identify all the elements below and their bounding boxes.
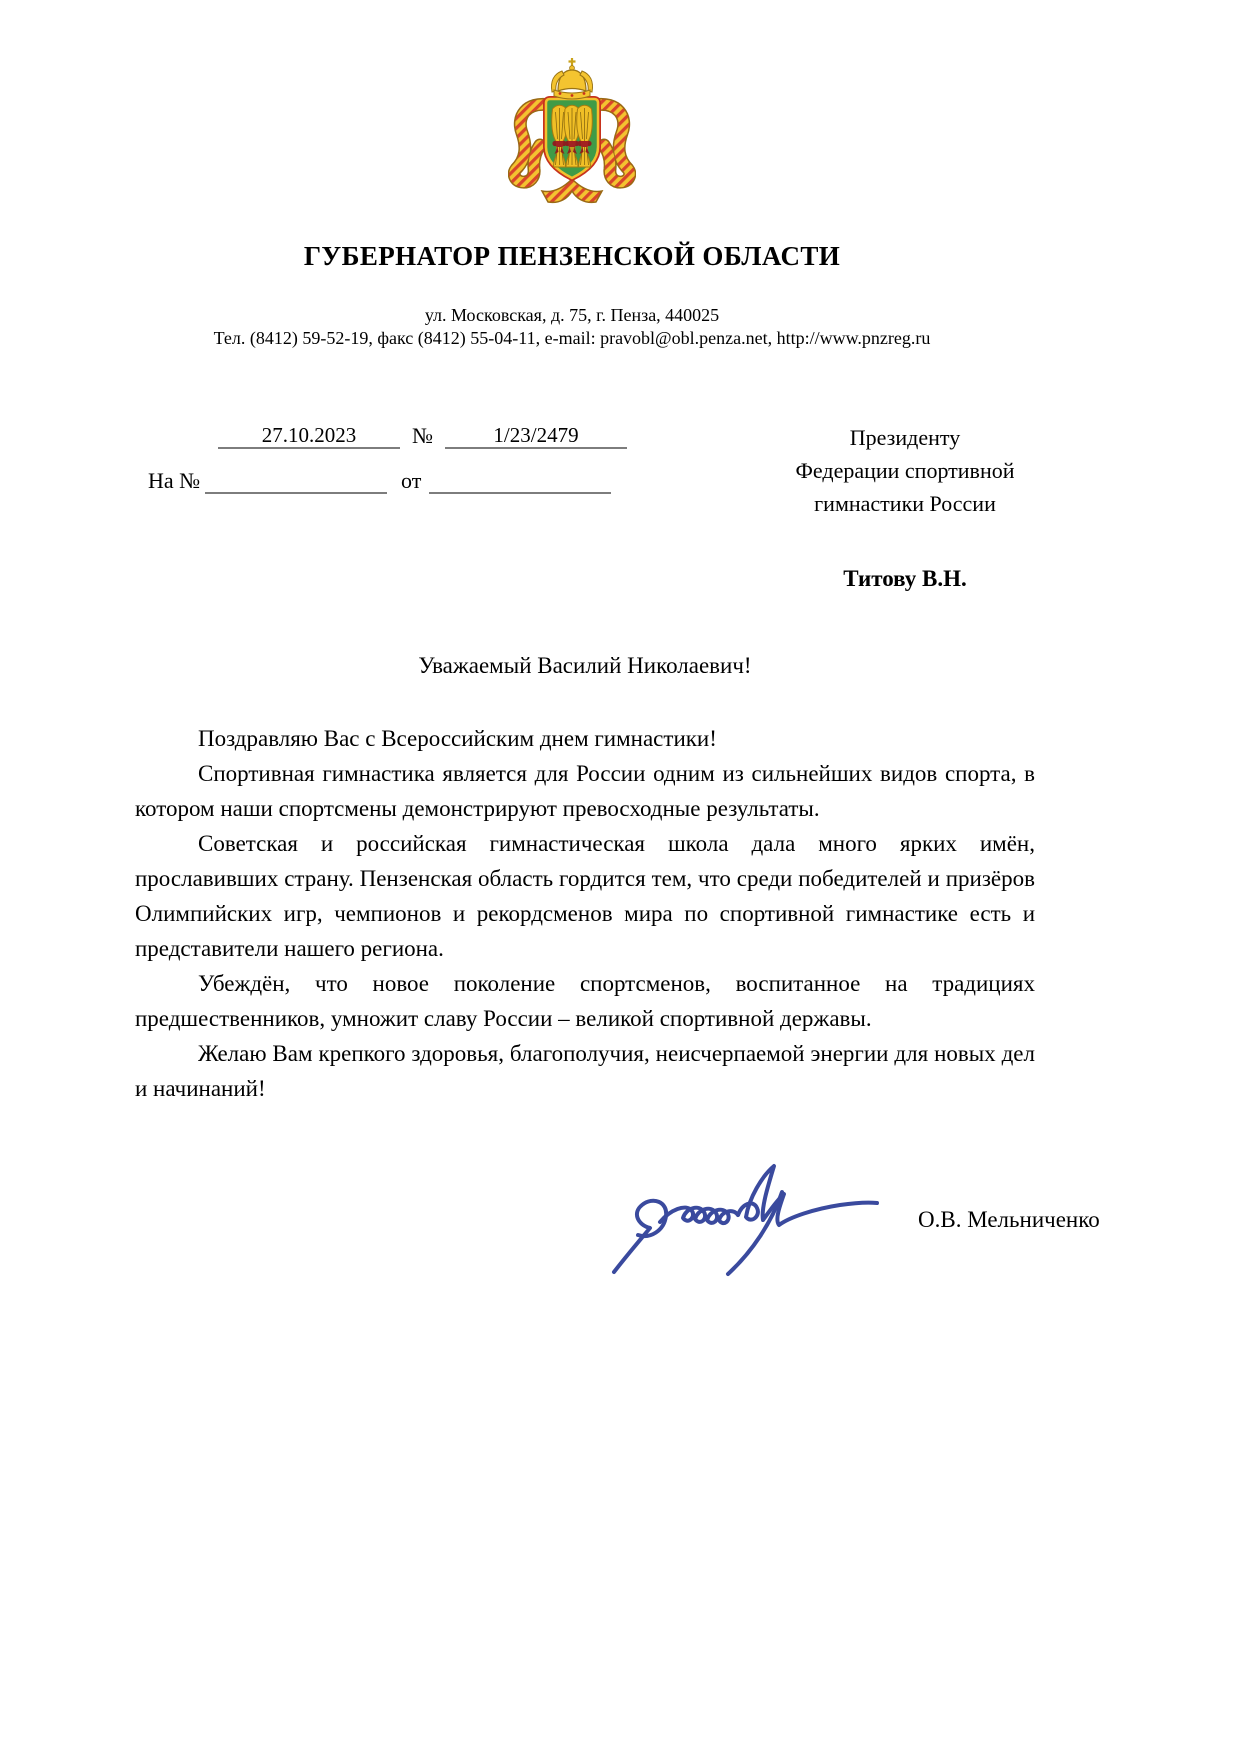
reference-and-recipient-row xyxy=(135,421,1055,595)
reply-from-label: от xyxy=(401,468,422,493)
letter-paragraph: Советская и российская гимнастическая школа дала много ярких имён, прославивших страну. Пензенская область гордится тем, что среди победителей и призёров Олимпийских игр, чемпионов и рекордсменов мира по спортивной гимнастике есть и представители нашего региона. xyxy=(135,831,1035,961)
outgoing-reference-line xyxy=(218,421,635,449)
reply-reference-line xyxy=(135,466,635,494)
reply-number-field xyxy=(205,466,387,494)
reference-block xyxy=(135,421,635,494)
letterhead-address-block xyxy=(67,304,1077,350)
recipient-name: Титову В.Н. xyxy=(843,566,967,591)
address-line: ул. Московская, д. 75, г. Пенза, 440025 xyxy=(424,305,720,325)
reply-date-field xyxy=(429,466,611,494)
penza-coat-of-arms-icon xyxy=(508,55,636,205)
signature-block xyxy=(135,1120,1100,1280)
letter-paragraph: Спортивная гимнастика является для России одним из сильнейших видов спорта, в котором наши спортсмены демонстрируют превосходные результаты. xyxy=(135,761,1035,821)
letter-content xyxy=(135,421,1100,1280)
signatory-name: О.В. Мельниченко xyxy=(918,1207,1100,1232)
salutation: Уважаемый Василий Николаевич! xyxy=(418,653,752,678)
org-title: ГУБЕРНАТОР ПЕНЗЕНСКОЙ ОБЛАСТИ xyxy=(303,241,841,271)
recipient-line-2: Федерации спортивной xyxy=(795,458,1015,483)
reply-prefix-label: На № xyxy=(148,468,201,493)
recipient-block xyxy=(755,421,1055,595)
letter-paragraph: Поздравляю Вас с Всероссийским днем гимнастики! xyxy=(198,726,717,751)
letter-date-value: 27.10.2023 xyxy=(261,423,357,447)
letter-number-value: 1/23/2479 xyxy=(493,423,579,447)
letterhead xyxy=(67,55,1077,350)
letter-date-field xyxy=(218,421,400,449)
letter-paragraph: Убеждён, что новое поколение спортсменов, воспитанное на традициях предшественников, умножит славу России – великой спортивной державы. xyxy=(135,971,1035,1031)
handwritten-signature-icon xyxy=(600,1120,890,1280)
recipient-line-1: Президенту xyxy=(849,425,961,450)
contact-line: Тел. (8412) 59-52-19, факс (8412) 55-04-11, e-mail: pravobl@obl.penza.net, http://www.pnzreg.ru xyxy=(213,328,931,348)
letter-number-field xyxy=(445,421,627,449)
letter-body xyxy=(135,721,1035,1106)
number-sign: № xyxy=(412,423,433,448)
letter-paragraph: Желаю Вам крепкого здоровья, благополучия, неисчерпаемой энергии для новых дел и начинаний! xyxy=(135,1041,1035,1101)
recipient-line-3: гимнастики России xyxy=(814,491,996,516)
